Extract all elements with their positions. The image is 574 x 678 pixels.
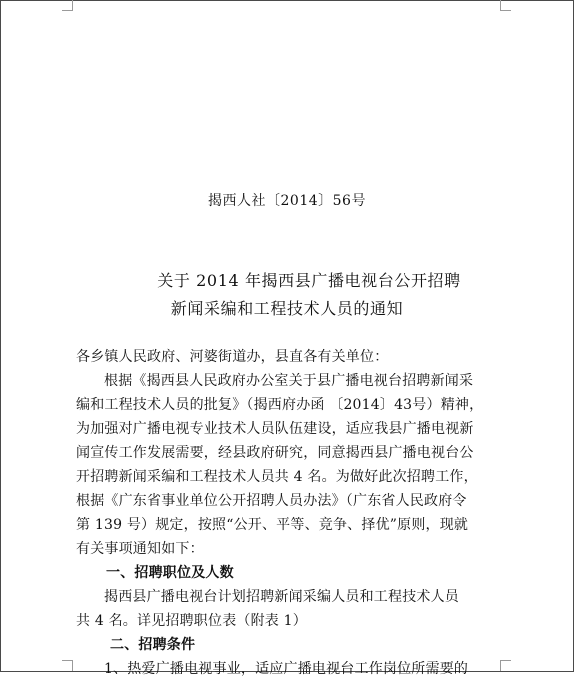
document-title-line-1: 关于 2014 年揭西县广播电视台公开招聘	[157, 271, 461, 290]
section-heading-2: 二、招聘条件	[110, 637, 196, 653]
paragraph-line: 根据《广东省事业单位公开招聘人员办法》（广东省人民政府令	[76, 493, 467, 509]
paragraph-line: 闻宣传工作发展需要，经县政府研究，同意揭西县广播电视台公	[76, 445, 474, 461]
document-title-line-2: 新闻采编和工程技术人员的通知	[170, 299, 404, 318]
margin-corner-mark-top-right	[500, 0, 511, 11]
paragraph-line: 共 4 名。详见招聘职位表（附表 1）	[76, 613, 307, 629]
margin-corner-mark-top-left	[62, 0, 73, 11]
paragraph-line: 有关事项通知如下：	[76, 541, 204, 557]
paragraph-line: 编和工程技术人员的批复》（揭西府办函 〔2014〕43号）精神，	[76, 397, 484, 413]
paragraph-line: 第 139 号）规定，按照“公开、平等、竞争、择优”原则，现就	[76, 517, 469, 533]
document-number: 揭西人社〔2014〕56号	[208, 193, 366, 209]
section-heading-1: 一、招聘职位及人数	[106, 565, 234, 581]
paragraph-line: 为加强对广播电视专业技术人员队伍建设，适应我县广播电视新	[76, 421, 474, 437]
salutation: 各乡镇人民政府、河婆街道办，县直各有关单位：	[76, 349, 389, 365]
paragraph-line: 揭西县广播电视台计划招聘新闻采编人员和工程技术人员	[104, 589, 459, 605]
paragraph-line: 1、热爱广播电视事业，适应广播电视台工作岗位所需要的	[104, 661, 469, 677]
margin-corner-mark-bottom-left	[62, 660, 73, 671]
paragraph-line: 开招聘新闻采编和工程技术人员共 4 名。为做好此次招聘工作，	[76, 469, 478, 485]
paragraph-line: 根据《揭西县人民政府办公室关于县广播电视台招聘新闻采	[104, 373, 474, 389]
